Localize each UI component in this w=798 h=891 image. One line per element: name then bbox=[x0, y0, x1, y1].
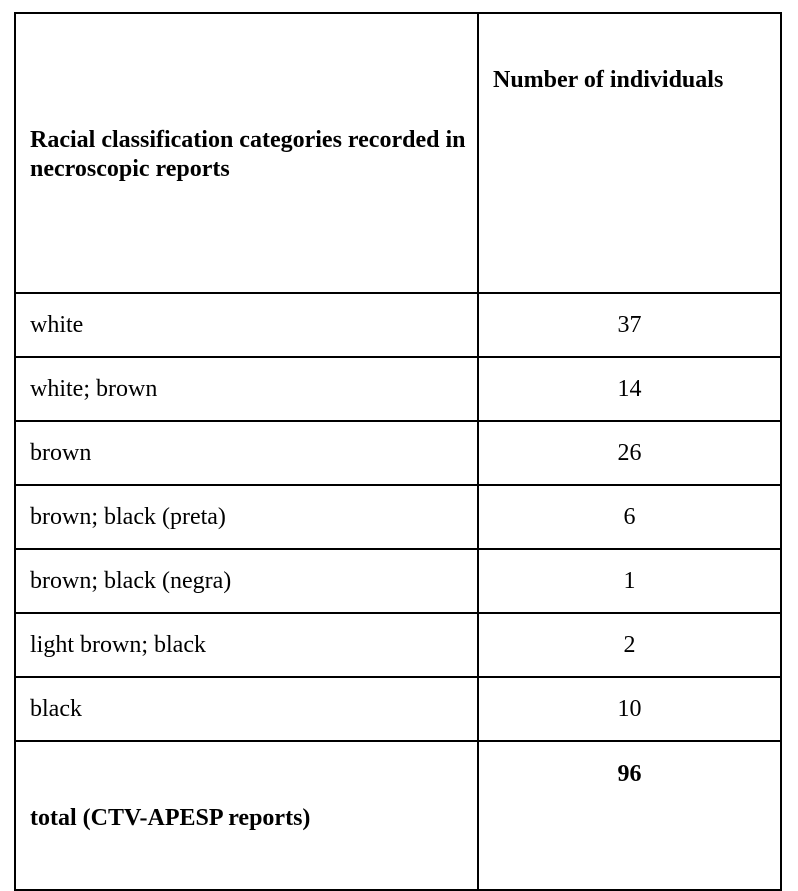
category-cell: white; brown bbox=[15, 357, 478, 421]
table-row bbox=[15, 549, 781, 613]
table-row bbox=[15, 293, 781, 357]
header-count: Number of individuals bbox=[478, 13, 781, 293]
count-cell: 37 bbox=[478, 293, 781, 357]
table-row bbox=[15, 485, 781, 549]
total-label: total (CTV-APESP reports) bbox=[15, 741, 478, 890]
count-cell: 2 bbox=[478, 613, 781, 677]
count-cell: 6 bbox=[478, 485, 781, 549]
total-row bbox=[15, 741, 781, 890]
header-row bbox=[15, 13, 781, 293]
category-cell: brown bbox=[15, 421, 478, 485]
table-row bbox=[15, 357, 781, 421]
total-count: 96 bbox=[478, 741, 781, 890]
table-row bbox=[15, 421, 781, 485]
count-cell: 10 bbox=[478, 677, 781, 741]
count-cell: 1 bbox=[478, 549, 781, 613]
count-cell: 14 bbox=[478, 357, 781, 421]
category-cell: white bbox=[15, 293, 478, 357]
table-row bbox=[15, 613, 781, 677]
category-cell: black bbox=[15, 677, 478, 741]
category-cell: brown; black (preta) bbox=[15, 485, 478, 549]
category-cell: brown; black (negra) bbox=[15, 549, 478, 613]
racial-classification-table bbox=[14, 12, 782, 891]
header-category: Racial classification categories recorded in necroscopic reports bbox=[15, 13, 478, 293]
category-cell: light brown; black bbox=[15, 613, 478, 677]
count-cell: 26 bbox=[478, 421, 781, 485]
table-row bbox=[15, 677, 781, 741]
